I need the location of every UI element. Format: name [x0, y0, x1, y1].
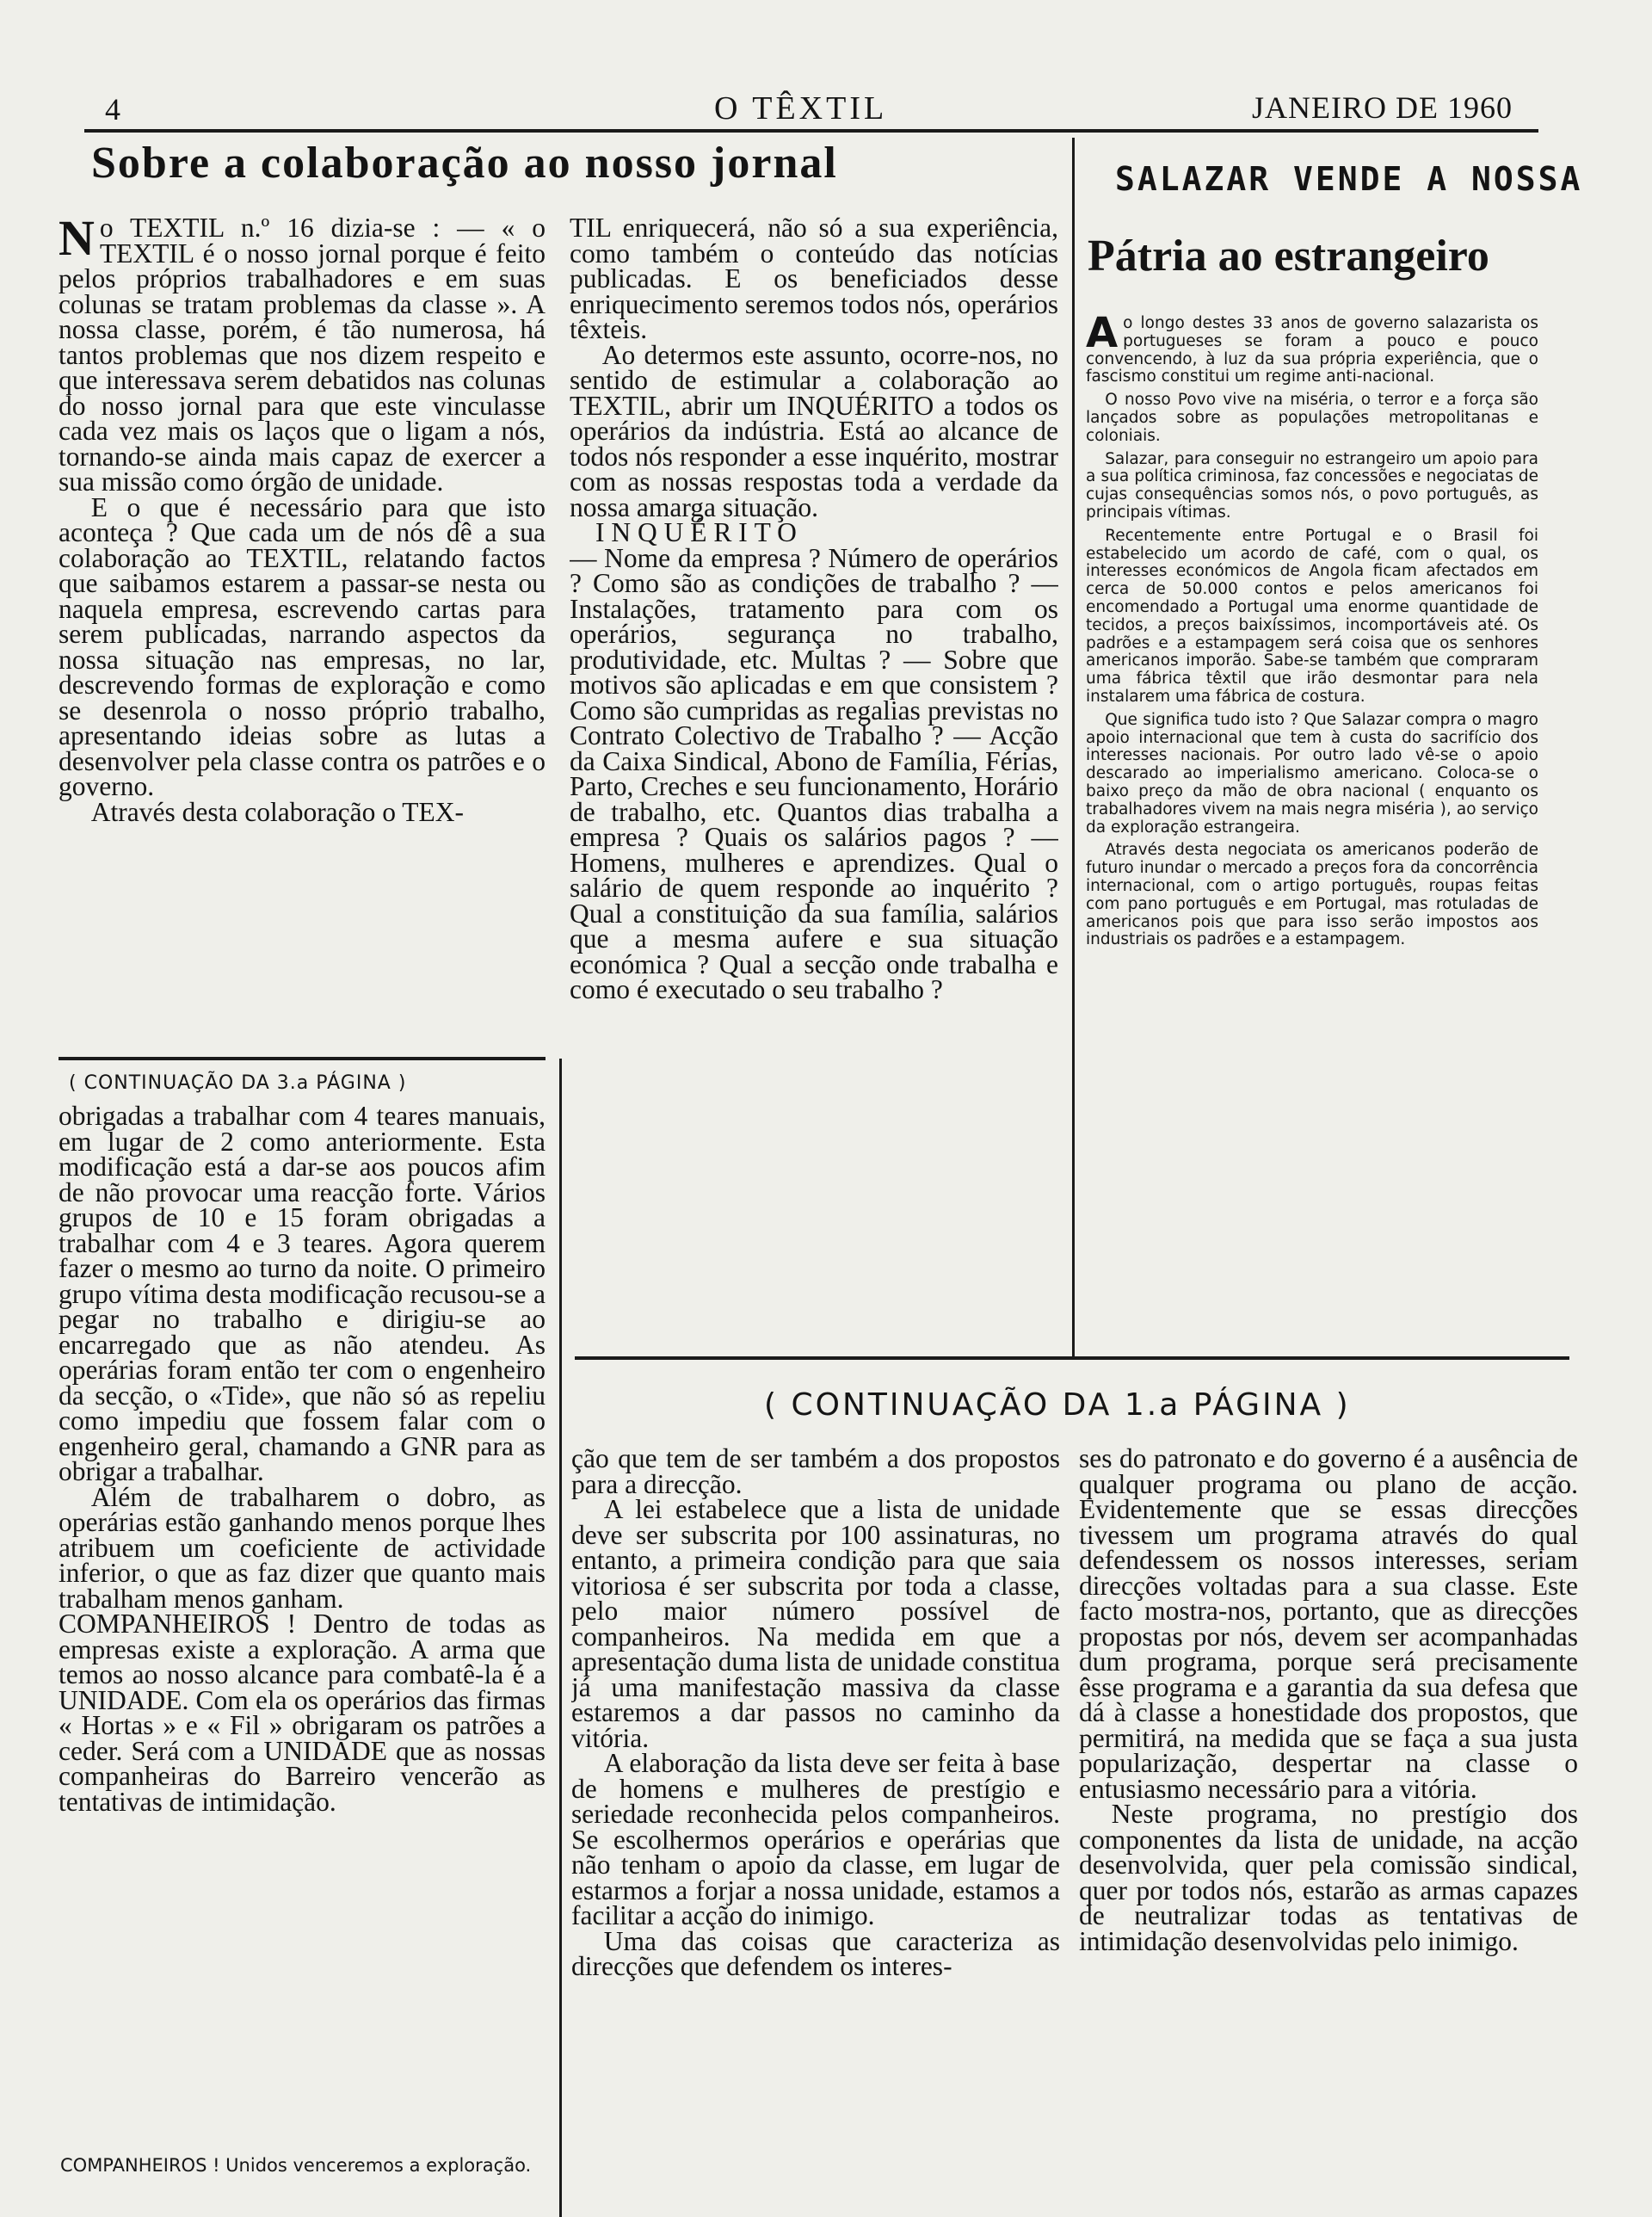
salazar-title: Pátria ao estrangeiro	[1088, 232, 1489, 281]
main-article-col2	[570, 215, 1058, 1351]
article-title: Sobre a colaboração ao nosso jornal	[91, 139, 838, 188]
cont3-p3: COMPANHEIROS ! Dentro de todas as empresas existe a exploração. A arma que temos ao nosso alcance para combatê-la é a UNIDADE. Com ela os operários das firmas « Hortas » e « Fil » obrigaram os patrões a ceder. Será com a UNIDADE que as nossas companheiras do Barreiro vencerão as tentativas de intimidação.	[59, 1609, 546, 1817]
issue-date: JANEIRO DE 1960	[1252, 90, 1513, 125]
cont3-body	[59, 1103, 546, 2167]
cont3-closing: COMPANHEIROS ! Unidos venceremos a exploração.	[60, 2155, 532, 2176]
cont1-a-p4: Uma das coisas que caracteriza as direcções que defendem os interes-	[571, 1925, 1060, 1981]
salazar-p5: Que significa tudo isto ? Que Salazar compra o magro apoio internacional que tem à custa do sacrifício dos interesses nacionais. Por outro lado vê-se o apoio descarado ao imperialismo americano. Coloca-se o baixo preço da mão de obra nacional ( enquanto os trabalhadores vivem na mais negra miséria ), ao serviço da exploração estrangeira.	[1086, 710, 1538, 837]
inquiry-text: — Nome da empresa ? Número de operários ? Como são as condições de trabalho ? — Instalações, tratamento para com os operários, segurança no trabalho, produtividade, etc. Multas ? — Sobre que motivos são aplicadas e em que consistem ? Como são cumpridas as regalias previstas no Contrato Colectivo de Trabalho ? — Acção da Caixa Sindical, Abono de Família, Férias, Parto, Creches e seu funcionamento, Horário de trabalho, etc. Quantos dias trabalha a empresa ? Quais os salários pagos ? — Homens, mulheres e aprendizes. Qual o salário de quem responde ao inquérito ? Qual a constituição da sua família, salários que a mesma aufere e sua situação económica ? Qual a secção onde trabalha e como é executado o seu trabalho ?	[570, 542, 1058, 1004]
salazar-p3: Salazar, para conseguir no estrangeiro um apoio para a sua política criminosa, faz concessões e negociatas de cujas consequências somos nós, o povo português, as principais vítimas.	[1086, 449, 1538, 522]
main-col1-p1: o TEXTIL n.º 16 dizia-se : — « o TEXTIL é o nosso jornal porque é feito pelos próprios trabalhadores e em suas colunas se tratam problemas da classe ». A nossa classe, porém, é tão numerosa, há tantos problemas que nos dizem respeito e que interessava serem debatidos nas colunas do nosso jornal para que este vinculasse cada vez mais os laços que o ligam a nós, tornando-se ainda mais capaz de exercer a sua missão como órgão de unidade.	[59, 215, 546, 497]
dropcap: N	[59, 215, 95, 266]
lower-column-divider	[559, 1059, 562, 2217]
cont1-a-p2: A lei estabelece que a lista de unidade deve ser subscrita por 100 assinaturas, no entanto, a primeira condição para que saia vitoriosa é ser subscrita por toda a classe, pelo maior número possível de companheiros. Na medida em que a apresentação duma lista de unidade constitua já uma manifestação massiva da classe estaremos a dar passos no caminho da vitória.	[571, 1494, 1060, 1753]
cont1-col-b	[1079, 1446, 1578, 2212]
main-col2-p1: TIL enriquecerá, não só a sua experiência, como também o conteúdo das notícias publicadas. E os beneficiados desse enriquecimento seremos todos nós, operários têxteis.	[570, 215, 1058, 344]
cont3-label: ( CONTINUAÇÃO DA 3.a PÁGINA )	[69, 1072, 407, 1094]
salazar-p6: Através desta negociata os americanos poderão de futuro inundar o mercado a preços fora da concorrência internacional, com o artigo português, roupas feitas com pano português e em Portugal, mas rotuladas de americanos pois que para isso serão impostos aos industriais os padrões e a estampagem.	[1086, 841, 1538, 949]
cont1-label: ( CONTINUAÇÃO DA 1.a PÁGINA )	[764, 1387, 1351, 1423]
cont3-p1: obrigadas a trabalhar com 4 teares manuais, em lugar de 2 como anteriormente. Esta modificação está a dar-se aos poucos afim de não provocar uma reacção forte. Vários grupos de 10 e 15 foram obrigadas a trabalhar com 4 e 3 teares. Agora querem fazer o mesmo ao turno da noite. O primeiro grupo vítima desta modificação recusou-se a pegar no trabalho e dirigiu-se ao encarregado que as não atendeu. As operárias foram então ter com o engenheiro da secção, o «Tide», que não só as repeliu como impediu que fossem falar com o engenheiro geral, chamando a GNR para as obrigar a trabalhar.	[59, 1103, 546, 1486]
cont1-b-p2: Neste programa, no prestígio dos componentes da lista de unidade, na acção desenvolvida, quer pela comissão sindical, quer por todos nós, estarão as armas capazes de neutralizar todas as tentativas de intimidação desenvolvidas pelo inimigo.	[1079, 1799, 1578, 1956]
cont1-a-p1: ção que tem de ser também a dos propostos para a direcção.	[571, 1446, 1060, 1499]
salazar-p2: O nosso Povo vive na miséria, o terror e a força são lançados sobre as populações metropolitanas e coloniais.	[1086, 391, 1538, 445]
salazar-kicker: SALAZAR VENDE A NOSSA	[1115, 160, 1583, 198]
main-col2-p2: Ao determos este assunto, ocorre-nos, no sentido de estimular a colaboração ao TEXTIL, abrir um INQUÉRITO a todos os operários da indústria. Está ao alcance de todos nós responder a esse inquérito, mostrar com as nossas respostas toda a verdade da nossa amarga situação.	[570, 339, 1058, 522]
main-col1-p3: Através desta colaboração o TEX-	[90, 796, 465, 827]
cont1-b-p1: ses do patronato e do governo é a ausência de qualquer programa ou plano de acção. Evidentemente que se essas direcções tivessem um programa através do qual defendessem os nossos interesses, seriam direcções voltadas para a sua classe. Este facto mostra-nos, portanto, que as direcções propostas por nós, devem ser acompanhadas dum programa, porque será precisamente êsse programa e a garantia da sua defesa que dá à classe a honestidade dos propostos, que permitirá, na medida que se faça a sua justa popularização, despertar na classe o entusiasmo necessário para a vitória.	[1079, 1446, 1578, 1804]
cont1-col-a	[571, 1446, 1060, 2212]
column-divider	[1072, 138, 1075, 1360]
page-number: 4	[105, 92, 120, 127]
masthead: O TÊXTIL	[714, 90, 888, 127]
cont3-rule	[59, 1057, 546, 1060]
inquiry-heading: INQUÉRITO	[595, 517, 804, 547]
cont1-rule	[575, 1356, 1569, 1360]
main-col1-p2: E o que é necessário para que isto aconteça ? Que cada um de nós dê a sua colaboração ao TEXTIL, relatando factos que saibamos estarem a passar-se nesta ou naquela empresa, escrevendo cartas para serem publicadas, narrando aspectos da nossa situação nas empresas, no lar, descrevendo formas de exploração e como se desenrola o nosso próprio trabalho, apresentando ideias sobre as lutas a desenvolver pela classe contra os patrões e o governo.	[59, 491, 546, 801]
main-article-col1	[59, 215, 546, 1041]
salazar-dropcap: A	[1086, 315, 1119, 357]
salazar-p4: Recentemente entre Portugal e o Brasil foi estabelecido um acordo de café, com o qual, os interesses económicos de Angola ficam afectados em cerca de 50.000 contos e pelos americanos foi encomendado a Portugal uma enorme quantidade de tecidos, a preços baixíssimos, incomportáveis até. Os padrões e a estampagem será coisa que os senhores americanos imporão. Sabe-se também que compraram uma fábrica têxtil que irão desmontar para nela instalarem uma fábrica de costura.	[1086, 526, 1538, 706]
cont1-a-p3: A elaboração da lista deve ser feita à base de homens e mulheres de prestígio e seriedade reconhecida pelos companheiros. Se escolhermos operários e operárias que não tenham o apoio da classe, em lugar de estarmos a forjar a nossa unidade, estamos a facilitar a acção do inimigo.	[571, 1748, 1060, 1930]
cont3-p2: Além de trabalharem o dobro, as operárias estão ganhando menos porque lhes atribuem um coeficiente de actividade inferior, o que as faz dizer que quanto mais trabalham menos ganham.	[59, 1481, 546, 1614]
header-rule	[84, 129, 1538, 133]
salazar-p1: o longo destes 33 anos de governo salazarista os portugueses se foram a pouco e pouco convencendo, à luz da sua própria experiência, que o fascismo constitui um regime anti-nacional.	[1086, 315, 1538, 386]
salazar-body	[1086, 315, 1538, 1339]
